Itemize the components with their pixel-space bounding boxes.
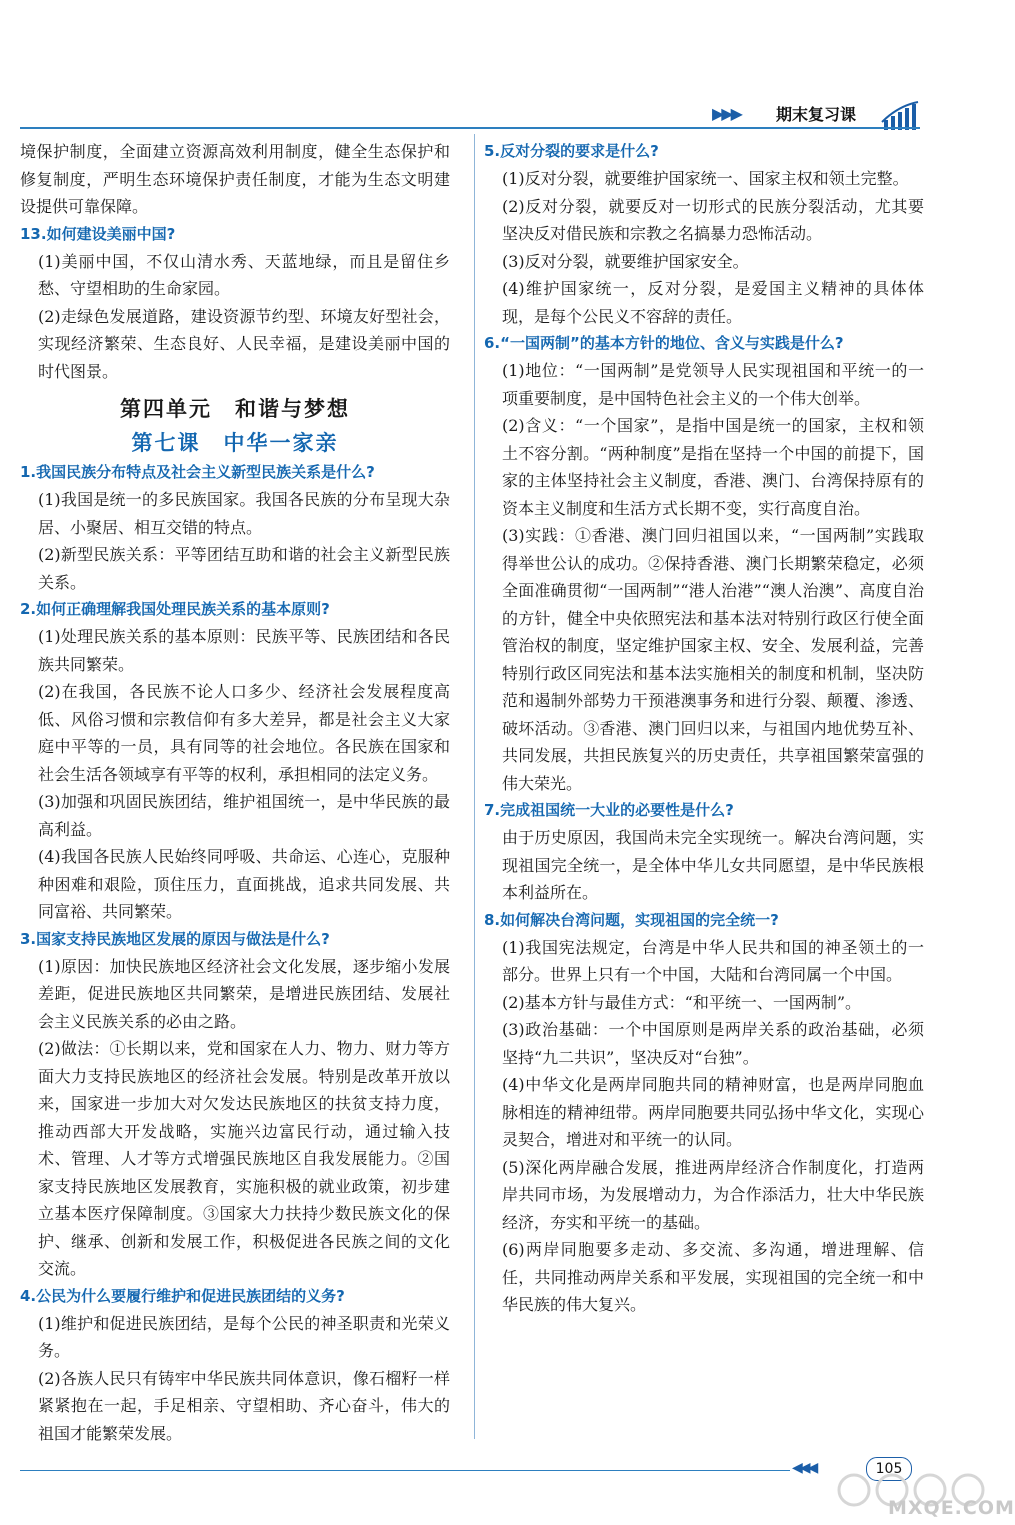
question-7-title: 7.完成祖国统一大业的必要性是什么? bbox=[484, 801, 734, 819]
answer-paragraph: (2)在我国，各民族不论人口多少、经济社会发展程度高低、风俗习惯和宗教信仰有多大差异，都是社会主义大家庭中平等的一员，具有同等的社会地位。各民族在国家和社会生活各领域享有平等的权利，承担相同的法定义务。 bbox=[38, 682, 450, 784]
answer-paragraph: (1)反对分裂，就要维护国家统一、国家主权和领土完整。 bbox=[502, 169, 909, 188]
unit-title: 第四单元 和谐与梦想 bbox=[120, 397, 350, 421]
column-divider bbox=[474, 134, 475, 1439]
answer-paragraph: (3)实践：①香港、澳门回归祖国以来，“一国两制”实践取得举世公认的成功。②保持香港、澳门长期繁荣稳定，必须全面准确贯彻“一国两制”“港人治港”“澳人治澳”、高度自治的方针，健全中央依照宪法和基本法对特别行政区行使全面管治权的制度，坚定维护国家主权、安全、发展利益，完善特别行政区同宪法和基本法实施相关的制度和机制，坚决防范和遏制外部势力干预港澳事务和进行分裂、颠覆、渗透、破坏活动。③香港、澳门回归以来，与祖国内地优势互补、共同发展，共担民族复兴的历史责任，共享祖国繁荣富强的伟大荣光。 bbox=[502, 526, 924, 793]
question-2-title: 2.如何正确理解我国处理民族关系的基本原则? bbox=[20, 600, 330, 618]
answer-paragraph: (4)中华文化是两岸同胞共同的精神财富，也是两岸同胞血脉相连的精神纽带。两岸同胞要共同弘扬中华文化，实现心灵契合，增进对和平统一的认同。 bbox=[502, 1075, 924, 1149]
answer-paragraph: (1)处理民族关系的基本原则：民族平等、民族团结和各民族共同繁荣。 bbox=[38, 627, 450, 674]
answer-paragraph: (3)政治基础：一个中国原则是两岸关系的政治基础，必须坚持“九二共识”，坚决反对“台独”。 bbox=[502, 1020, 924, 1067]
footer-arrows-icon: ◀◀◀ bbox=[792, 1460, 816, 1476]
page-number: 105 bbox=[866, 1457, 912, 1481]
answer-paragraph: 由于历史原因，我国尚未完全实现统一。解决台湾问题，实现祖国完全统一，是全体中华儿女共同愿望，是中华民族根本利益所在。 bbox=[502, 828, 924, 902]
footer-rule bbox=[20, 1470, 790, 1471]
answer-paragraph: (4)维护国家统一，反对分裂，是爱国主义精神的具体体现，是每个公民义不容辞的责任。 bbox=[502, 279, 924, 326]
answer-paragraph: (1)我国宪法规定，台湾是中华人民共和国的神圣领土的一部分。世界上只有一个中国，大陆和台湾同属一个中国。 bbox=[502, 937, 924, 984]
answer-paragraph: (1)美丽中国，不仅山清水秀、天蓝地绿，而且是留住乡愁、守望相助的生命家园。 bbox=[38, 251, 450, 298]
question-8-title: 8.如何解决台湾问题，实现祖国的完全统一? bbox=[484, 910, 779, 929]
answer-paragraph: (2)反对分裂，就要反对一切形式的民族分裂活动，尤其要坚决反对借民族和宗教之名搞暴力恐怖活动。 bbox=[502, 196, 924, 243]
question-1-title: 1.我国民族分布特点及社会主义新型民族关系是什么? bbox=[20, 463, 375, 481]
answer-paragraph: (1)地位：“一国两制”是党领导人民实现祖国和平统一的一项重要制度，是中国特色社会主义的一个伟大创举。 bbox=[502, 361, 924, 408]
answer-paragraph: (2)新型民族关系：平等团结互助和谐的社会主义新型民族关系。 bbox=[38, 545, 450, 592]
question-4-title: 4.公民为什么要履行维护和促进民族团结的义务? bbox=[20, 1286, 345, 1305]
watermark-text: MXQE.COM bbox=[888, 1497, 1015, 1519]
question-13-title: 13.如何建设美丽中国? bbox=[20, 224, 176, 243]
right-column bbox=[484, 138, 924, 1319]
left-column bbox=[20, 138, 450, 1447]
answer-paragraph: (3)反对分裂，就要维护国家安全。 bbox=[502, 251, 749, 271]
answer-paragraph: (1)我国是统一的多民族国家。我国各民族的分布呈现大杂居、小聚居、相互交错的特点。 bbox=[38, 490, 450, 537]
question-3-title: 3.国家支持民族地区发展的原因与做法是什么? bbox=[20, 929, 330, 948]
answer-paragraph: (6)两岸同胞要多走动、多交流、多沟通，增进理解、信任，共同推动两岸关系和平发展，实现祖国的完全统一和中华民族的伟大复兴。 bbox=[502, 1240, 924, 1314]
lesson-title: 第七课 中华一家亲 bbox=[131, 431, 339, 455]
answer-paragraph: (2)做法：①长期以来，党和国家在人力、物力、财力等方面大力支持民族地区的经济社会发展。特别是改革开放以来，国家进一步加大对欠发达民族地区的扶贫支持力度，推动西部大开发战略，实施兴边富民行动，通过输入技术、管理、人才等方式增强民族地区自我发展能力。②国家支持民族地区发展教育，实施积极的就业政策，初步建立基本医疗保障制度。③国家大力扶持少数民族文化的保护、继承、创新和发展工作，积极促进各民族之间的文化交流。 bbox=[38, 1039, 450, 1278]
answer-paragraph: (2)各族人民只有铸牢中华民族共同体意识，像石榴籽一样紧紧抱在一起，手足相亲、守望相助、齐心奋斗，伟大的祖国才能繁荣发展。 bbox=[38, 1368, 450, 1443]
header-arrows-icon: ▶▶▶ bbox=[712, 104, 740, 123]
answer-paragraph: (4)我国各民族人民始终同呼吸、共命运、心连心，克服种种困难和艰险，顶住压力，直面挑战，追求共同发展、共同富裕、共同繁荣。 bbox=[38, 847, 450, 921]
header-rule bbox=[20, 127, 920, 129]
answer-paragraph: (2)走绿色发展道路，建设资源节约型、环境友好型社会，实现经济繁荣、生态良好、人民幸福，是建设美丽中国的时代图景。 bbox=[38, 306, 450, 381]
answer-paragraph: (1)维护和促进民族团结，是每个公民的神圣职责和光荣义务。 bbox=[38, 1313, 450, 1360]
answer-paragraph: (3)加强和巩固民族团结，维护祖国统一，是中华民族的最高利益。 bbox=[38, 792, 450, 839]
question-6-title: 6.“一国两制”的基本方针的地位、含义与实践是什么? bbox=[484, 334, 844, 352]
answer-paragraph: (1)原因：加快民族地区经济社会文化发展，逐步缩小发展差距，促进民族地区共同繁荣，是增进民族团结、发展社会主义民族关系的必由之路。 bbox=[38, 956, 450, 1031]
section-label: 期末复习课 bbox=[776, 105, 857, 124]
bar-chart-icon bbox=[880, 100, 920, 130]
answer-paragraph: (5)深化两岸融合发展，推进两岸经济合作制度化，打造两岸共同市场，为发展增动力，为合作添活力，壮大中华民族经济，夯实和平统一的基础。 bbox=[502, 1157, 924, 1232]
question-5-title: 5.反对分裂的要求是什么? bbox=[484, 142, 659, 160]
intro-paragraph: 境保护制度，全面建立资源高效利用制度，健全生态保护和修复制度，严明生态环境保护责任制度，才能为生态文明建设提供可靠保障。 bbox=[20, 142, 450, 216]
answer-paragraph: (2)含义：“一个国家”，是指中国是统一的国家，主权和领土不容分割。“两种制度”是指在坚持一个中国的前提下，国家的主体坚持社会主义制度，香港、澳门、台湾保持原有的资本主义制度和生活方式长期不变，实行高度自治。 bbox=[502, 416, 924, 518]
answer-paragraph: (2)基本方针与最佳方式：“和平统一、一国两制”。 bbox=[502, 992, 862, 1012]
